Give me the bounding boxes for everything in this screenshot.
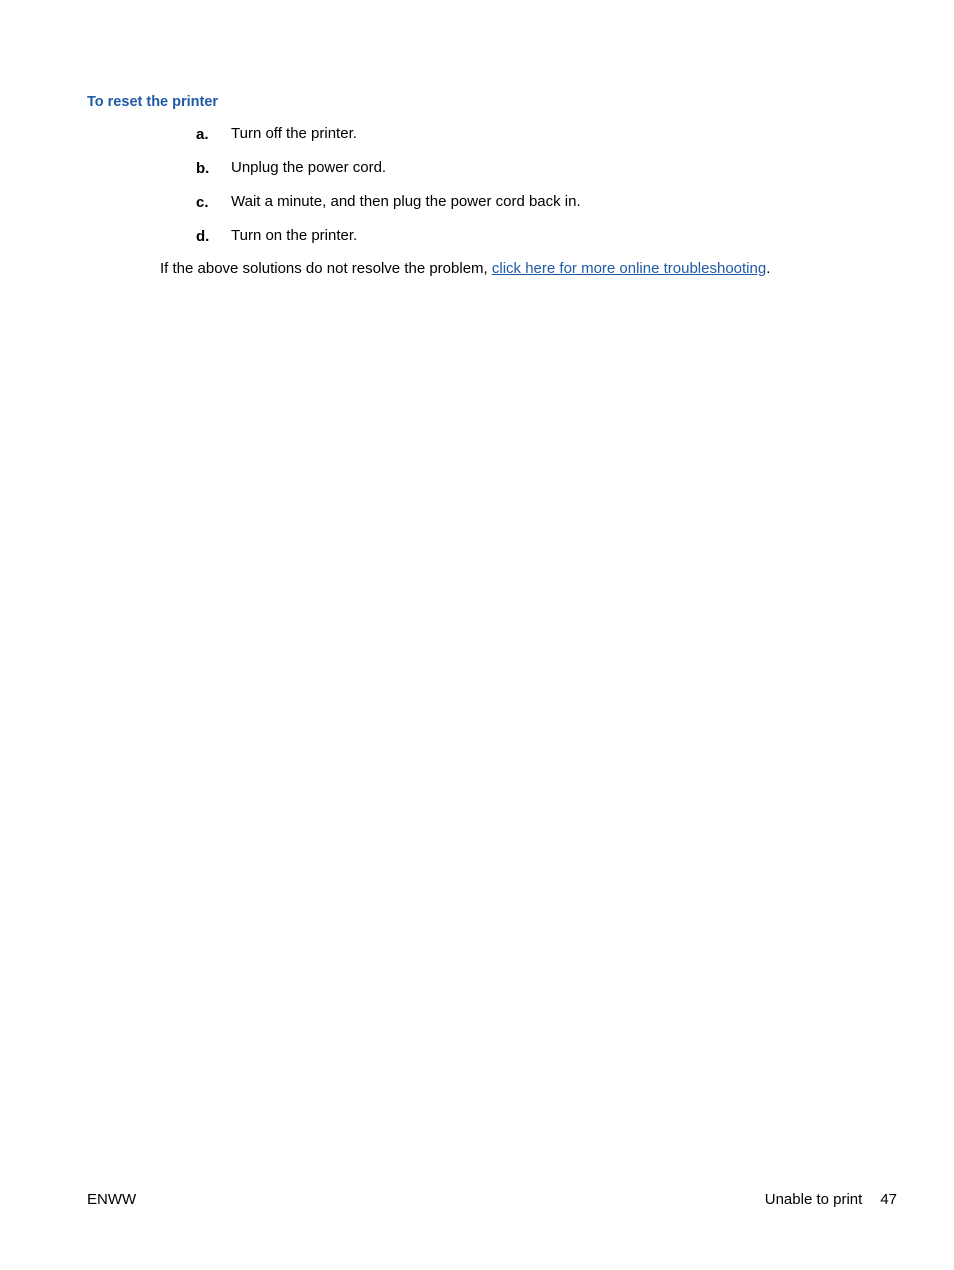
note-suffix: . xyxy=(766,260,771,277)
step-marker: a. xyxy=(196,126,209,143)
step-text: Wait a minute, and then plug the power cord back in. xyxy=(231,193,581,210)
footer-right xyxy=(765,1191,897,1209)
page-number: 47 xyxy=(880,1191,897,1208)
troubleshooting-note xyxy=(160,260,770,278)
section-heading: To reset the printer xyxy=(87,94,219,110)
step-marker: b. xyxy=(196,160,210,177)
step-text: Unplug the power cord. xyxy=(231,159,387,176)
step-text: Turn on the printer. xyxy=(231,227,358,244)
footer-locale: ENWW xyxy=(87,1191,137,1208)
step-marker: c. xyxy=(196,194,209,211)
footer-section-title: Unable to print xyxy=(764,1191,863,1208)
note-prefix: If the above solutions do not resolve the problem, xyxy=(160,260,492,277)
online-troubleshooting-link[interactable]: click here for more online troubleshooting xyxy=(491,260,767,277)
step-text: Turn off the printer. xyxy=(231,125,357,142)
step-marker: d. xyxy=(196,228,210,245)
